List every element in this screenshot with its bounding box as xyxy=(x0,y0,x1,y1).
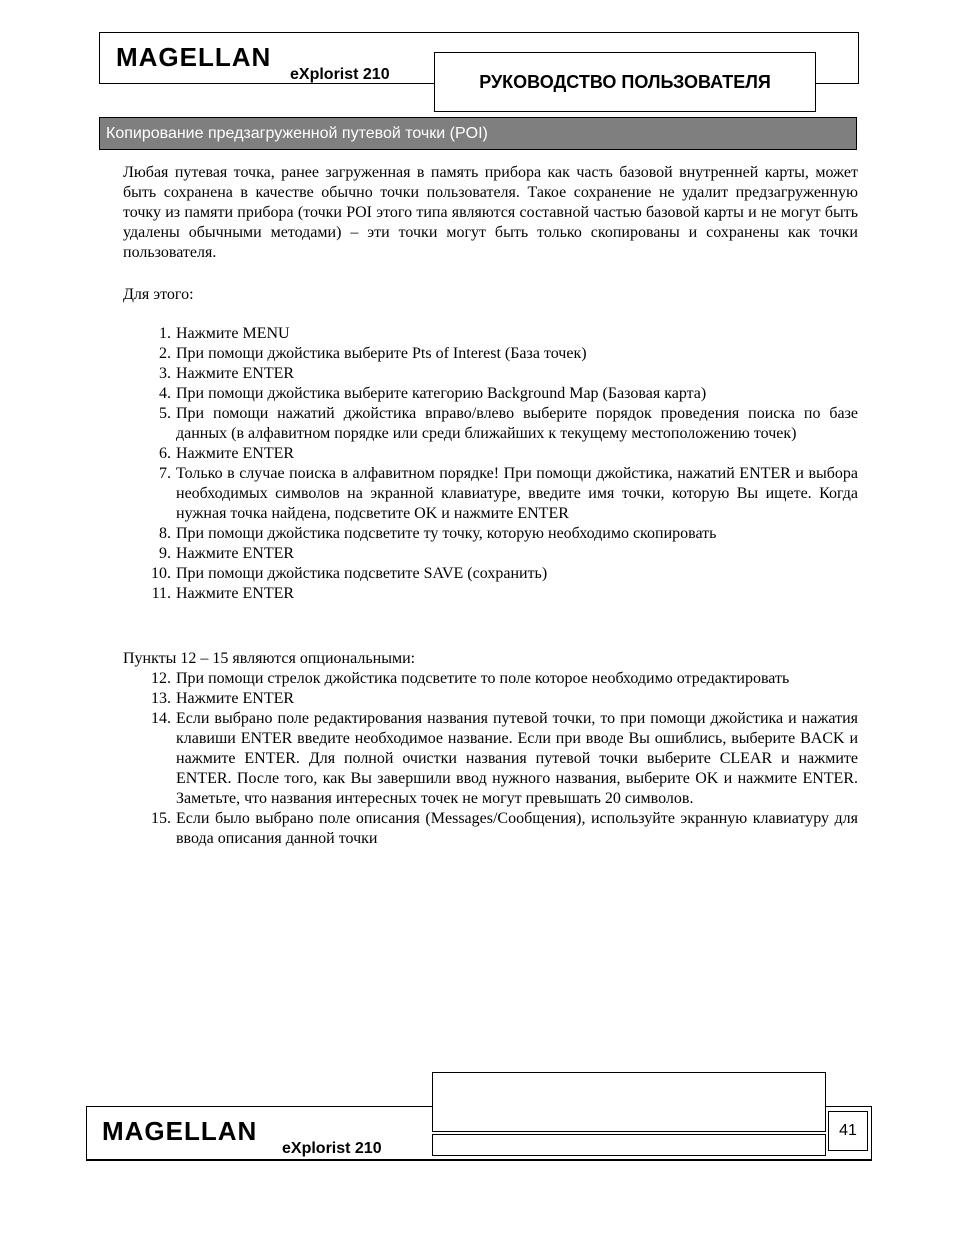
list-item: 8. При помощи джойстика подсветите ту точку, которую необходимо скопировать xyxy=(159,525,717,542)
section-title-bar: Копирование предзагруженной путевой точки (POI) xyxy=(99,117,857,150)
list-item: 7. Только в случае поиска в алфавитном порядке! При помощи джойстика, нажатий ENTER и выбора необходимых символов на экранной клавиатуре, введите имя точки, которую Вы ищете. Когда нужная точка найдена, подсветите OK и нажмите ENTER xyxy=(159,465,858,522)
steps-list xyxy=(123,324,858,604)
list-item: 5. При помощи нажатий джойстика вправо/влево выберите порядок проведения поиска по базе данных (в алфавитном порядке или среди ближайших к текущему местоположению точек) xyxy=(159,405,858,442)
header-brand-logo: MAGELLAN xyxy=(116,42,272,72)
list-item: 13. Нажмите ENTER xyxy=(151,690,295,707)
list-item: 9. Нажмите ENTER xyxy=(159,545,295,562)
intro-paragraph: Любая путевая точка, ранее загруженная в память прибора как часть базовой внутренней карты, может быть сохранена в качестве обычно точки пользователя. Такое сохранение не удалит предзагруженную точку из памяти прибора (точки POI этого типа являются составной частью базовой карты и не могут быть удалены обычными методами) – эти точки могут быть только скопированы и сохранены как точки пользователя. xyxy=(123,164,858,261)
footer-brand-logo: MAGELLAN xyxy=(102,1116,258,1146)
header-model-name: eXplorist 210 xyxy=(290,66,390,83)
list-item: 14. Если выбрано поле редактирования названия путевой точки, то при помощи джойстика и нажатия клавиши ENTER введите необходимое название. Если при вводе Вы ошиблись, выберите BACK и нажмите ENTER. Для полной очистки названия путевой точки выберите CLEAR и нажмите ENTER. После того, как Вы завершили ввод нужного названия, выберите OK и нажмите ENTER. Заметьте, что названия интересных точек не могут превышать 20 символов. xyxy=(151,710,858,807)
footer-blank-box xyxy=(432,1072,826,1132)
list-item: 1. Нажмите MENU xyxy=(159,325,290,342)
optional-steps-list xyxy=(123,669,858,849)
footer-model-name: eXplorist 210 xyxy=(282,1140,382,1157)
steps-lead: Для этого: xyxy=(123,286,194,303)
header-doc-title: РУКОВОДСТВО ПОЛЬЗОВАТЕЛЯ xyxy=(434,52,816,112)
list-item: 10. При помощи джойстика подсветите SAVE (сохранить) xyxy=(151,565,548,582)
list-item: 12. При помощи стрелок джойстика подсветите то поле которое необходимо отредактировать xyxy=(151,670,790,687)
list-item: 6. Нажмите ENTER xyxy=(159,445,295,462)
footer-blank-strip xyxy=(432,1134,826,1156)
list-item: 4. При помощи джойстика выберите категорию Background Map (Базовая карта) xyxy=(159,385,707,402)
page-number: 41 xyxy=(828,1111,868,1151)
list-item: 15. Если было выбрано поле описания (Messages/Сообщения), используйте экранную клавиатуру для ввода описания данной точки xyxy=(151,810,858,847)
optional-steps-lead: Пункты 12 – 15 являются опциональными: xyxy=(123,650,416,667)
list-item: 3. Нажмите ENTER xyxy=(159,365,295,382)
list-item: 11. Нажмите ENTER xyxy=(151,585,295,602)
list-item: 2. При помощи джойстика выберите Pts of Interest (База точек) xyxy=(159,345,587,362)
